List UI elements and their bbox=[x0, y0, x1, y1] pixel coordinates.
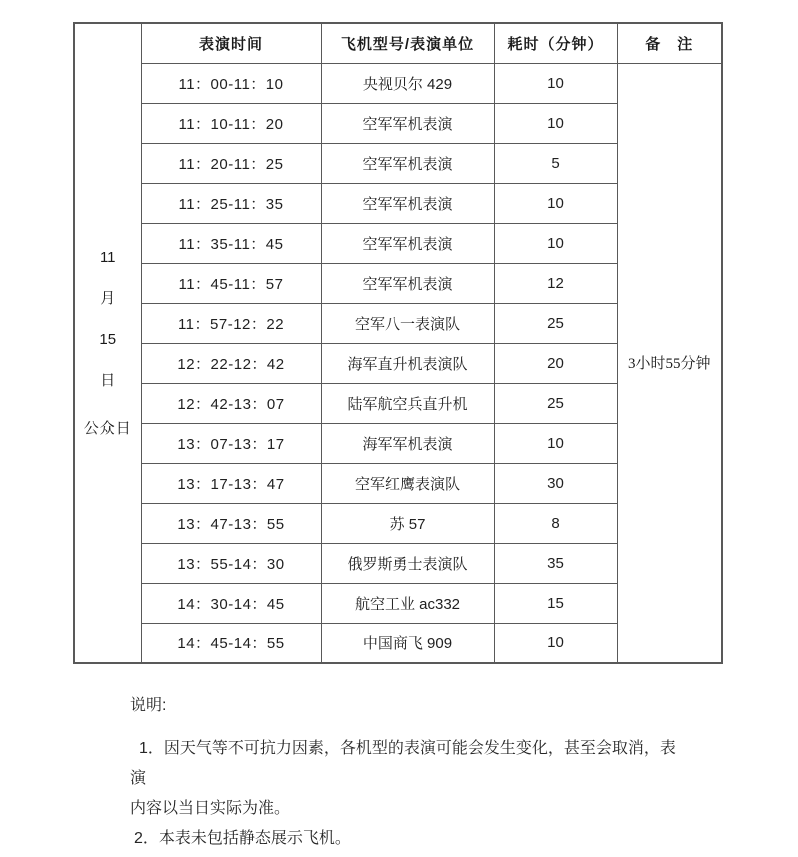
header-row bbox=[74, 23, 722, 63]
cell-duration: 10 bbox=[494, 423, 617, 463]
date-month-char: 月 bbox=[100, 290, 116, 307]
cell-unit: 空军军机表演 bbox=[321, 263, 494, 303]
cell-duration: 8 bbox=[494, 503, 617, 543]
cell-duration: 5 bbox=[494, 143, 617, 183]
schedule-table bbox=[73, 22, 723, 664]
date-cell bbox=[74, 23, 141, 663]
cell-unit: 空军军机表演 bbox=[321, 143, 494, 183]
cell-time: 13：17-13：47 bbox=[141, 463, 321, 503]
cell-time: 14：30-14：45 bbox=[141, 583, 321, 623]
cell-duration: 25 bbox=[494, 383, 617, 423]
schedule-table-body bbox=[74, 23, 722, 663]
cell-duration: 10 bbox=[494, 223, 617, 263]
cell-duration: 15 bbox=[494, 583, 617, 623]
cell-time: 12：42-13：07 bbox=[141, 383, 321, 423]
cell-time: 13：07-13：17 bbox=[141, 423, 321, 463]
cell-unit: 海军军机表演 bbox=[321, 423, 494, 463]
table-row bbox=[74, 63, 722, 103]
cell-unit: 陆军航空兵直升机 bbox=[321, 383, 494, 423]
cell-time: 11：57-12：22 bbox=[141, 303, 321, 343]
cell-time: 14：45-14：55 bbox=[141, 623, 321, 663]
cell-time: 11：25-11：35 bbox=[141, 183, 321, 223]
notes-section bbox=[130, 692, 690, 854]
cell-time: 11：35-11：45 bbox=[141, 223, 321, 263]
cell-unit: 俄罗斯勇士表演队 bbox=[321, 543, 494, 583]
column-header-duration: 耗时（分钟） bbox=[494, 23, 617, 63]
date-month-number: 11 bbox=[99, 249, 116, 266]
cell-unit: 空军军机表演 bbox=[321, 103, 494, 143]
date-day-char: 日 bbox=[100, 372, 116, 389]
public-day-label: 公众日 bbox=[83, 420, 132, 437]
column-header-unit: 飞机型号/表演单位 bbox=[321, 23, 494, 63]
cell-unit: 央视贝尔 429 bbox=[321, 63, 494, 103]
note-item-1-line-2: 内容以当日实际为准。 bbox=[130, 800, 291, 817]
cell-unit: 海军直升机表演队 bbox=[321, 343, 494, 383]
cell-duration: 10 bbox=[494, 103, 617, 143]
date-day-number: 15 bbox=[99, 331, 117, 348]
cell-time: 12：22-12：42 bbox=[141, 343, 321, 383]
cell-time: 11：20-11：25 bbox=[141, 143, 321, 183]
cell-unit: 空军红鹰表演队 bbox=[321, 463, 494, 503]
cell-time: 11：00-11：10 bbox=[141, 63, 321, 103]
notes-title: 说明: bbox=[130, 697, 167, 714]
cell-duration: 10 bbox=[494, 63, 617, 103]
note-item-1-line-1: 1．因天气等不可抗力因素，各机型的表演可能会发生变化，甚至会取消，表演 bbox=[130, 740, 676, 787]
cell-duration: 10 bbox=[494, 183, 617, 223]
cell-time: 11：45-11：57 bbox=[141, 263, 321, 303]
cell-time: 11：10-11：20 bbox=[141, 103, 321, 143]
cell-duration: 30 bbox=[494, 463, 617, 503]
remark-total-cell: 3小时55分钟 bbox=[617, 63, 722, 663]
cell-duration: 35 bbox=[494, 543, 617, 583]
cell-time: 13：47-13：55 bbox=[141, 503, 321, 543]
cell-duration: 20 bbox=[494, 343, 617, 383]
cell-unit: 空军军机表演 bbox=[321, 223, 494, 263]
cell-unit: 中国商飞 909 bbox=[321, 623, 494, 663]
cell-unit: 苏 57 bbox=[321, 503, 494, 543]
cell-duration: 12 bbox=[494, 263, 617, 303]
cell-unit: 空军八一表演队 bbox=[321, 303, 494, 343]
column-header-remark: 备 注 bbox=[617, 23, 722, 63]
cell-duration: 10 bbox=[494, 623, 617, 663]
cell-unit: 空军军机表演 bbox=[321, 183, 494, 223]
cell-time: 13：55-14：30 bbox=[141, 543, 321, 583]
note-item-2: 2．本表未包括静态展示飞机。 bbox=[134, 830, 351, 847]
cell-unit: 航空工业 ac332 bbox=[321, 583, 494, 623]
cell-duration: 25 bbox=[494, 303, 617, 343]
column-header-time: 表演时间 bbox=[141, 23, 321, 63]
